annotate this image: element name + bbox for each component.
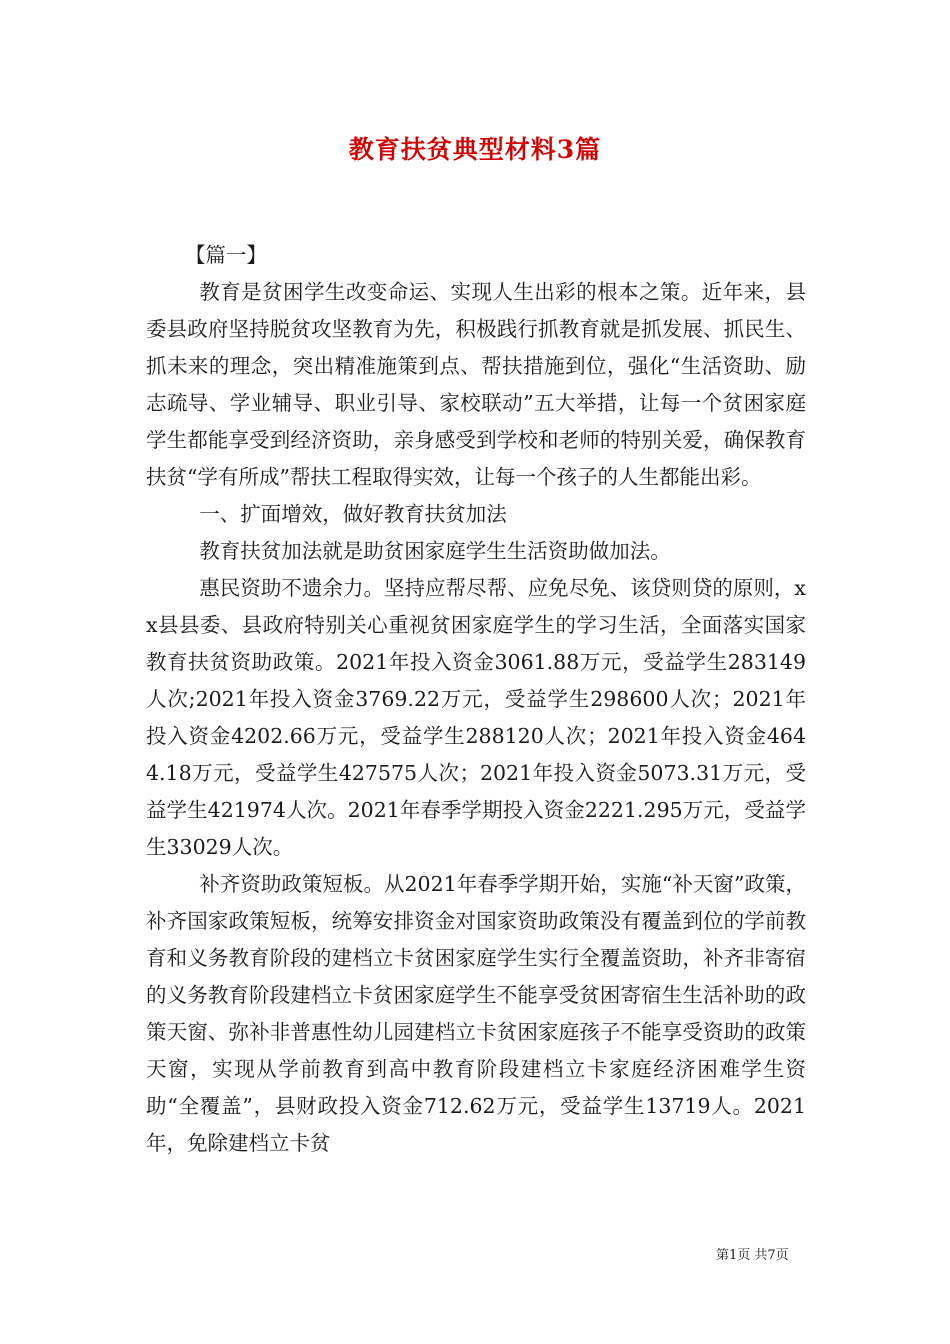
page-number-footer: 第1页 共7页 [716,1248,789,1263]
paragraph-addition: 教育扶贫加法就是助贫困家庭学生生活资助做加法。 [199,539,671,563]
paragraph-policy: 补齐资助政策短板。从2021年春季学期开始，实施“补天窗”政策，补齐国家政策短板，统筹安排资金对国家资助政策没有覆盖到位的学前教育和义务教育阶段的建档立卡贫困家庭学生实行全覆盖资助，补齐非寄宿的义务教育阶段建档立卡贫困家庭学生不能享受贫困寄宿生生活补助的政策天窗、弥补非普惠性幼儿园建档立卡贫困家庭孩子不能享受资助的政策天窗，实现从学前教育到高中教育阶段建档立卡家庭经济困难学生资助“全覆盖”，县财政投入资金712.62万元，受益学生13719人。2021年，免除建档立卡贫 [146,872,806,1155]
document-title: 教育扶贫典型材料3篇 [348,135,602,164]
paragraph-funding: 惠民资助不遗余力。坚持应帮尽帮、应免尽免、该贷则贷的原则，xx县县委、县政府特别关心重视贫困家庭学生的学习生活，全面落实国家教育扶贫资助政策。2021年投入资金3061.88万元，受益学生283149人次;2021年投入资金3769.22万元，受益学生298600人次；2021年投入资金4202.66万元，受益学生288120人次；2021年投入资金4644.18万元，受益学生427575人次；2021年投入资金5073.31万元，受益学生421974人次。2021年春季学期投入资金2221.295万元，受益学生33029人次。 [146,576,806,859]
section-heading: 一、扩面增效，做好教育扶贫加法 [199,502,507,526]
section-label: 【篇一】 [184,243,267,267]
document-body [146,237,806,1162]
paragraph-intro: 教育是贫困学生改变命运、实现人生出彩的根本之策。近年来，县委县政府坚持脱贫攻坚教育为先，积极践行抓教育就是抓发展、抓民生、抓未来的理念，突出精准施策到点、帮扶措施到位，强化“生活资助、励志疏导、学业辅导、职业引导、家校联动”五大举措，让每一个贫困家庭学生都能享受到经济资助，亲身感受到学校和老师的特别关爱，确保教育扶贫“学有所成”帮扶工程取得实效，让每一个孩子的人生都能出彩。 [146,280,806,489]
